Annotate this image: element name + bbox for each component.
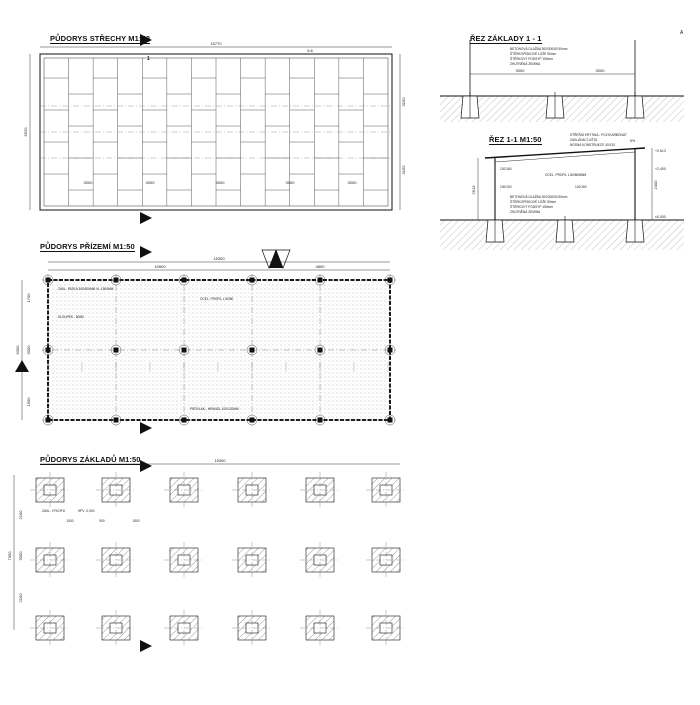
- foundation-pad-label: ZAKL. VÝKOPU: [42, 509, 66, 513]
- section-height-dim-2: 2400: [653, 180, 658, 190]
- ground-plan: [15, 246, 396, 434]
- foundation-section-span-dim: 3000: [515, 68, 525, 73]
- ground-column: [46, 348, 51, 353]
- foundation-side-dim-1: 2100: [18, 510, 23, 520]
- ground-column: [250, 278, 255, 283]
- roof-inner-dim: 5.6: [307, 48, 313, 53]
- foundation-pads: [30, 472, 406, 646]
- foundation-plan-title: PŮDORYS ZÁKLADŮ M1:50: [40, 455, 141, 464]
- section-marker-top-ground: [140, 246, 152, 258]
- roof-right-dim-2: 3150: [401, 165, 406, 175]
- ground-left-dim-2: 3000: [26, 345, 31, 355]
- ground-column: [318, 278, 323, 283]
- section-1-1: [440, 132, 684, 250]
- ground-column: [318, 348, 323, 353]
- section-label-4: 120/160: [575, 185, 587, 189]
- ground-column: [318, 418, 323, 423]
- ground-top-dim-2: 4800: [315, 264, 325, 269]
- ground-overall-dim: 15300: [213, 256, 225, 261]
- section-1-1-title: ŘEZ 1-1 M1:50: [489, 135, 542, 144]
- foundation-overall-dim: 15300: [214, 458, 226, 463]
- roof-plan: [23, 34, 406, 224]
- foundation-side-dim-3: 2100: [18, 593, 23, 603]
- section-marker-left-ground: [15, 360, 29, 372]
- roof-overall-dim: 15770: [210, 41, 222, 46]
- roof-bay-dim-2: 3000: [145, 180, 155, 185]
- ground-height-dim: 6300: [15, 345, 20, 355]
- foundation-section-side-dim: 3000: [595, 68, 605, 73]
- foundation-section-title: ŘEZ ZÁKLADY 1 - 1: [470, 34, 542, 43]
- roof-height-dim: 6920: [23, 127, 28, 137]
- section-layer-2: ŠTĚRKOPÍSKOVÉ LOŽE 50mm: [510, 200, 557, 204]
- roof-plan-title: PŮDORYS STŘECHY M1:50: [50, 34, 151, 43]
- foundation-section-layer-1: BETONOVÁ DLAŽBA 300/300/50 50mm: [510, 47, 568, 51]
- foundation-pad-dim-2: 900: [99, 519, 105, 523]
- section-slope: 5%: [630, 139, 636, 143]
- ground-label-post: SLOUPEK - 80/80: [58, 315, 84, 319]
- section-marker-bottom-roof: [140, 212, 152, 224]
- section-marker-top-foundation: [140, 460, 152, 472]
- ground-column: [388, 348, 393, 353]
- foundation-pad-dim-3: 1500: [132, 519, 140, 523]
- section-level-2: +2,400: [655, 167, 666, 171]
- section-layer-3: ŠTĚRKOVÝ PODSYP 150mm: [510, 205, 553, 209]
- ground-column: [388, 278, 393, 283]
- section-marker-bottom-ground: [140, 422, 152, 434]
- roof-bay-dim-1: 3000: [83, 180, 93, 185]
- roof-right-dim-1: 3150: [401, 97, 406, 107]
- section-label-3: 100/100: [500, 185, 512, 189]
- foundation-section-layer-2: ŠTĚRKOPÍSKOVÉ LOŽE 50mm: [510, 52, 557, 56]
- foundation-section-layer-4: ZHUTNĚNÁ ZEMINA: [510, 62, 541, 66]
- ground-left-dim-3: 1600: [26, 397, 31, 407]
- roof-bay-dim-4: 3000: [285, 180, 295, 185]
- roof-bay-dim-3: 3000: [215, 180, 225, 185]
- ground-left-dim-1: 1700: [26, 293, 31, 303]
- foundation-plan: [7, 458, 406, 652]
- axis-marker-label: A: [680, 30, 684, 36]
- section-marker-number: 1: [147, 56, 150, 62]
- section-roof-layer-2: ZAKLÁDACÍ LIŠTA: [570, 138, 598, 142]
- foundation-height-dim: 7350: [7, 551, 12, 561]
- ground-column: [114, 418, 119, 423]
- ground-column: [250, 348, 255, 353]
- foundation-level-label: HPV -0,300: [78, 509, 95, 513]
- foundation-pad-dim-1: 1500: [66, 519, 74, 523]
- section-roof-layer-1: STŘEŠNÍ KRYTINA - POLYKARBONÁT: [570, 133, 627, 137]
- ground-column: [250, 418, 255, 423]
- ground-column: [46, 418, 51, 423]
- ground-column: [46, 278, 51, 283]
- section-roof-layer-3: NOSNÁ KONSTRUKCE 40/120: [570, 143, 615, 147]
- section-label-2: OCEL. PROFIL L 80/80/8MM: [545, 173, 587, 177]
- ground-column: [388, 418, 393, 423]
- section-marker-bottom-foundation: [140, 640, 152, 652]
- ground-column: [114, 278, 119, 283]
- ground-column: [182, 418, 187, 423]
- section-level-1: +2,613: [655, 149, 666, 153]
- ground-plan-title: PŮDORYS PŘÍZEMÍ M1:50: [40, 242, 135, 251]
- foundation-section-layer-3: ŠTĚRKOVÝ PODSYP 150mm: [510, 57, 553, 61]
- section-layer-1: BETONOVÁ DLAŽBA 300/300/50 50mm: [510, 195, 568, 199]
- roof-bay-dim-5: 3000: [347, 180, 357, 185]
- ground-column: [182, 278, 187, 283]
- section-height-dim-1: 2613: [471, 185, 476, 195]
- section-label-1: 120/160: [500, 167, 512, 171]
- ground-label-steel: OCEL. PROFIL L 80/80: [200, 297, 234, 301]
- ground-label-footing: ZÁKL. PATKA 300/300MM VL.1500MM: [58, 287, 114, 291]
- section-layer-4: ZHUTNĚNÁ ZEMINA: [510, 210, 541, 214]
- ground-column: [114, 348, 119, 353]
- ground-label-beam: PRŮVLAK - HRANOL 100/120MM: [190, 407, 239, 411]
- foundation-side-dim-2: 3000: [18, 551, 23, 561]
- north-arrow-fill-icon: [269, 250, 283, 268]
- section-level-3: ±0,000: [655, 215, 666, 219]
- ground-top-dim-1: 10500: [154, 264, 166, 269]
- ground-column: [182, 348, 187, 353]
